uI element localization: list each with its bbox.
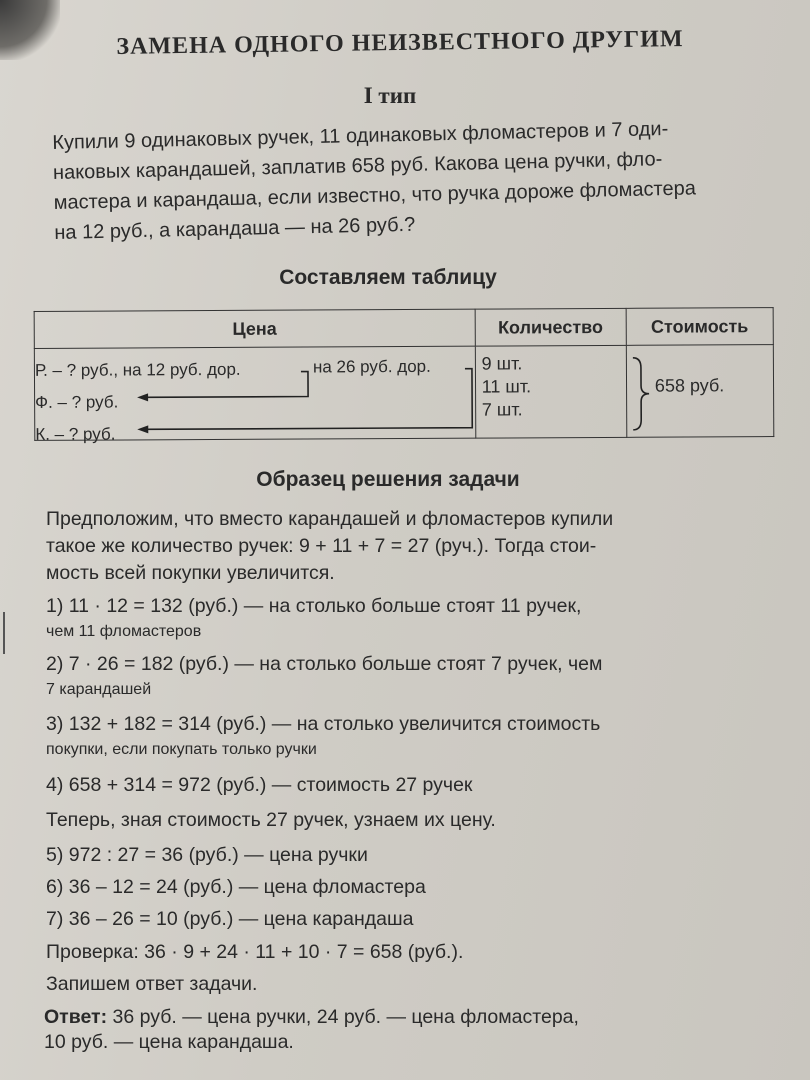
step-line: покупки, если покупать только ручки [46,741,317,758]
header-quantity: Количество [475,308,626,346]
price-cell [34,346,475,444]
step-4: 4) 658 + 314 = 972 (руб.) — стоимость 27 ручек [46,774,473,796]
answer-label: Ответ: [44,1006,108,1028]
step-3 [46,712,776,762]
step-line: 3) 132 + 182 = 314 (руб.) — на столько увеличится стоимость [46,713,601,735]
header-price: Цена [34,309,475,348]
problem-line: мастера и карандаша, если известно, что ручка дороже фломастера [53,177,697,214]
intro-line: такое же количество ручек: 9 + 11 + 7 = 27 (руч.). Тогда стои- [46,535,597,557]
intro-line: Предположим, что вместо карандашей и фломастеров купили [46,508,614,530]
answer-line: 36 руб. — цена ручки, 24 руб. — цена фломастера, [107,1006,579,1028]
pen-price: Р. – ? руб., на 12 руб. дор. [34,359,241,380]
cost-cell [626,345,774,438]
marker-price: Ф. – ? руб. [35,392,119,412]
shadow-corner [0,0,60,60]
step-2 [46,652,776,702]
solution-intro [46,506,776,587]
brace-icon [629,356,651,432]
step-line: 7 карандашей [46,681,152,698]
check-line: Проверка: 36 · 9 + 24 · 11 + 10 · 7 = 658 (руб.). [46,941,464,963]
marker-quantity: 11 шт. [481,376,532,397]
header-cost: Стоимость [626,308,773,346]
problem-line: на 12 руб., а карандаша — на 26 руб.? [54,213,416,244]
intro-line: мость всей покупки увеличится. [46,562,335,584]
step-7: 7) 36 – 26 = 10 (руб.) — цена карандаша [46,908,414,930]
solution-heading: Образец решения задачи [256,468,520,491]
quantity-cell [475,345,627,438]
answer-block [44,1005,774,1055]
table-heading: Составляем таблицу [279,266,497,289]
step-6: 6) 36 – 12 = 24 (руб.) — цена фломастера [46,876,426,898]
transition-text: Теперь, зная стоимость 27 ручек, узнаем их цену. [46,809,496,831]
step-line: чем 11 фломастеров [46,623,202,640]
page-title: ЗАМЕНА ОДНОГО НЕИЗВЕСТНОГО ДРУГИМ [116,26,684,60]
section-subtitle: I тип [363,83,417,108]
pen-quantity: 9 шт. [481,353,523,374]
pencil-quantity: 7 шт. [481,399,523,420]
pencil-price: К. – ? руб. [35,424,116,444]
margin-mark [3,612,5,654]
problem-line: Купили 9 одинаковых ручек, 11 одинаковых фломастеров и 7 оди- [52,118,669,154]
step-5: 5) 972 : 27 = 36 (руб.) — цена ручки [46,844,368,866]
data-table [34,307,775,451]
step-line: 2) 7 · 26 = 182 (руб.) — на столько больше стоят 7 ручек, чем [46,653,603,675]
step-1 [46,594,776,644]
problem-text [52,112,775,248]
relation-arrows [35,347,481,449]
answer-line-2: 10 руб. — цена карандаша. [44,1031,294,1053]
pen-price-pencil-diff: на 26 руб. дор. [312,356,431,377]
problem-line: наковых карандашей, заплатив 658 руб. Какова цена ручки, фло- [52,148,663,184]
total-cost: 658 руб. [654,375,725,396]
write-answer-line: Запишем ответ задачи. [46,973,258,995]
step-line: 1) 11 · 12 = 132 (руб.) — на столько больше стоят 11 ручек, [46,595,582,617]
